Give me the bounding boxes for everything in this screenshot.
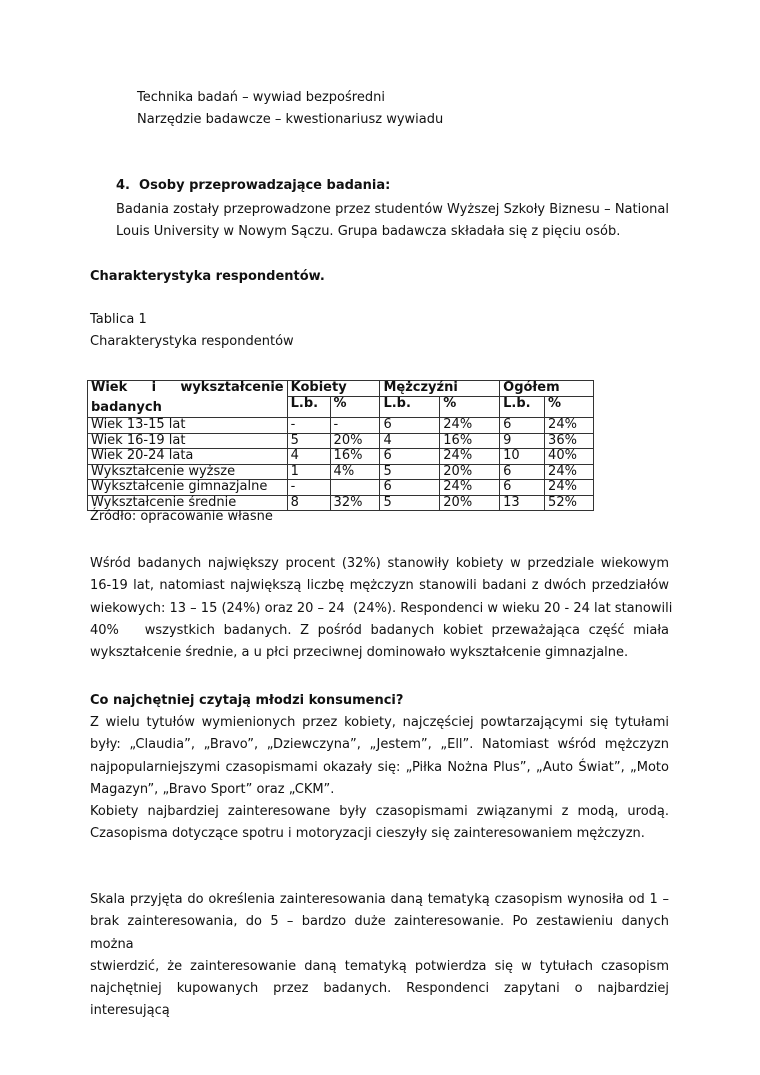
text-line: Czasopisma dotyczące spotru i motoryzacji cieszyły się zainteresowaniem mężczyzn. bbox=[90, 826, 645, 842]
row-label: Wykształcenie średnie bbox=[88, 495, 288, 511]
paragraph-2 bbox=[90, 712, 669, 846]
table-cell: 24% bbox=[440, 480, 500, 496]
table-cell: 20% bbox=[330, 433, 380, 449]
table-cell: 16% bbox=[440, 433, 500, 449]
table-cell: 6 bbox=[380, 449, 440, 465]
table-row bbox=[88, 433, 594, 449]
row-label: Wiek 16-19 lat bbox=[88, 433, 288, 449]
paragraph-1 bbox=[90, 553, 673, 664]
table-cell: 4 bbox=[380, 433, 440, 449]
row-label: Wiek 13-15 lat bbox=[88, 418, 288, 434]
intro-line: Narzędzie badawcze – kwestionariusz wywiadu bbox=[137, 112, 444, 128]
table-cell: 13 bbox=[500, 495, 545, 511]
table-row bbox=[88, 418, 594, 434]
table-cell: 24% bbox=[545, 464, 594, 480]
header-mezczyzni: Mężczyźni bbox=[380, 381, 500, 397]
table-cell: 40% bbox=[545, 449, 594, 465]
row-label: Wykształcenie wyższe bbox=[88, 464, 288, 480]
text-line: najpopularniejszymi czasopismami okazały się: „Piłka Nożna Plus”, „Auto Świat”, „Moto bbox=[90, 759, 669, 775]
table-cell: 24% bbox=[545, 418, 594, 434]
subheader: L.b. bbox=[380, 397, 440, 418]
table-cell: 32% bbox=[330, 495, 380, 511]
text-line: najchętniej kupowanych przez badanych. Respondenci zapytani o najbardziej interesującą bbox=[90, 981, 669, 1019]
table-title: Charakterystyka respondentów bbox=[90, 334, 294, 350]
table-cell: - bbox=[287, 418, 330, 434]
text-line: Louis University w Nowym Sączu. Grupa badawcza składała się z pięciu osób. bbox=[116, 224, 621, 240]
text-line: Magazyn”, „Bravo Sport” oraz „CKM”. bbox=[90, 781, 335, 797]
text-line: Z wielu tytułów wymienionych przez kobiety, najczęściej powtarzającymi się tytułami bbox=[90, 715, 669, 730]
section-heading-text: Osoby przeprowadzające badania: bbox=[139, 178, 391, 193]
table-cell: 1 bbox=[287, 464, 330, 480]
table-cell: 6 bbox=[380, 480, 440, 496]
section-4-paragraph bbox=[116, 199, 669, 244]
table-cell: 10 bbox=[500, 449, 545, 465]
table-cell: 20% bbox=[440, 495, 500, 511]
text-line: brak zainteresowania, do 5 – bardzo duże zainteresowanie. Po zestawieniu danych można bbox=[90, 914, 669, 952]
table-cell: 6 bbox=[500, 480, 545, 496]
table-cell: 20% bbox=[440, 464, 500, 480]
text-line: wykształcenie średnie, a u płci przeciwnej dominowało wykształcenie gimnazjalne. bbox=[90, 645, 629, 661]
table-cell bbox=[330, 480, 380, 496]
respondents-table bbox=[87, 380, 594, 511]
reading-heading: Co najchętniej czytają młodzi konsumenci? bbox=[90, 693, 404, 708]
subheader: L.b. bbox=[287, 397, 330, 418]
respondents-heading: Charakterystyka respondentów. bbox=[90, 269, 325, 284]
text-line: 16-19 lat, natomiast największą liczbę mężczyzn stanowili badani z dwóch przedziałów bbox=[90, 578, 669, 594]
header-kobiety: Kobiety bbox=[287, 381, 380, 397]
table-cell: 6 bbox=[500, 418, 545, 434]
subheader: % bbox=[545, 397, 594, 418]
table-source: Źródło: opracowanie własne bbox=[90, 509, 273, 524]
table-caption bbox=[90, 309, 294, 354]
table-cell: 4% bbox=[330, 464, 380, 480]
table-cell: 4 bbox=[287, 449, 330, 465]
section-number: 4. bbox=[116, 178, 130, 193]
table-cell: 52% bbox=[545, 495, 594, 511]
text-line: 40% wszystkich badanych. Z pośród badanych kobiet przeważająca część miała bbox=[90, 622, 669, 638]
subheader: % bbox=[330, 397, 380, 418]
paragraph-3 bbox=[90, 889, 669, 1023]
table-cell: 24% bbox=[440, 418, 500, 434]
text-line: stwierdzić, że zainteresowanie daną tematyką potwierdza się w tytułach czasopism bbox=[90, 958, 669, 974]
row-label: Wykształcenie gimnazjalne bbox=[88, 480, 288, 496]
intro-block bbox=[137, 87, 443, 132]
table-cell: 5 bbox=[380, 495, 440, 511]
header-category: Wiek i wykształcenie badanych bbox=[88, 381, 288, 418]
table-cell: 6 bbox=[380, 418, 440, 434]
subheader: L.b. bbox=[500, 397, 545, 418]
table-cell: 24% bbox=[545, 480, 594, 496]
text-line: Kobiety najbardziej zainteresowane były czasopismami związanymi z modą, urodą. bbox=[90, 804, 669, 820]
table-cell: 5 bbox=[287, 433, 330, 449]
text-line: Wśród badanych największy procent (32%) stanowiły kobiety w przedziale wiekowym bbox=[90, 556, 669, 571]
row-label: Wiek 20-24 lata bbox=[88, 449, 288, 465]
intro-line: Technika badań – wywiad bezpośredni bbox=[137, 90, 385, 105]
section-4-heading bbox=[116, 175, 390, 197]
text-line: Skala przyjęta do określenia zainteresowania daną tematyką czasopism wynosiła od 1 – bbox=[90, 892, 669, 907]
table-cell: 36% bbox=[545, 433, 594, 449]
table-label: Tablica 1 bbox=[90, 312, 147, 327]
table-cell: 24% bbox=[440, 449, 500, 465]
header-ogolem: Ogółem bbox=[500, 381, 594, 397]
table-cell: 8 bbox=[287, 495, 330, 511]
table-row bbox=[88, 480, 594, 496]
table-row bbox=[88, 449, 594, 465]
text-line: wiekowych: 13 – 15 (24%) oraz 20 – 24 (24%). Respondenci w wieku 20 - 24 lat stanowili bbox=[90, 600, 673, 616]
table-cell: - bbox=[330, 418, 380, 434]
table-cell: 16% bbox=[330, 449, 380, 465]
text-line: Badania zostały przeprowadzone przez studentów Wyższej Szkoły Biznesu – National bbox=[116, 202, 669, 217]
subheader: % bbox=[440, 397, 500, 418]
table-cell: - bbox=[287, 480, 330, 496]
table-row bbox=[88, 464, 594, 480]
text-line: były: „Claudia”, „Bravo”, „Dziewczyna”, „Jestem”, „Ell”. Natomiast wśród mężczyzn bbox=[90, 737, 669, 753]
table-cell: 9 bbox=[500, 433, 545, 449]
table-cell: 5 bbox=[380, 464, 440, 480]
table-cell: 6 bbox=[500, 464, 545, 480]
